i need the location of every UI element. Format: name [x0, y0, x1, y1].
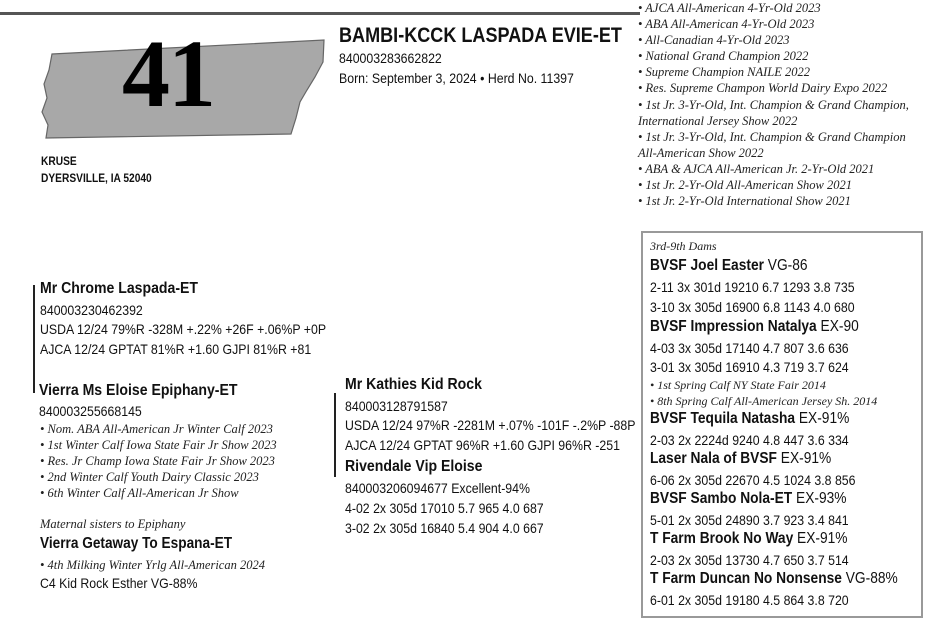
dam-awards	[40, 421, 277, 501]
maternal-sister-1-name: Vierra Getaway To Espana-ET	[40, 535, 233, 552]
dam-4-record-1: 4-03 3x 305d 17140 4.7 807 3.6 636	[650, 340, 849, 356]
consignor-city: DYERSVILLE, IA 52040	[41, 171, 152, 185]
mgs-usda: USDA 12/24 97%R -2281M +.07% -101F -.2%P -88P	[345, 417, 636, 433]
award-item: • 1st Jr. 3-Yr-Old, Int. Champion & Grand Champion	[638, 129, 906, 144]
registration-number: 840003283662822	[339, 50, 442, 66]
consignor-name: KRUSE	[41, 154, 77, 168]
maternal-sister-1-award: • 4th Milking Winter Yrlg All-American 2024	[40, 558, 265, 572]
dam-3-record-1: 2-11 3x 301d 19210 6.7 1293 3.8 735	[650, 279, 855, 295]
dam-9-record-1: 6-01 2x 305d 19180 4.5 864 3.8 720	[650, 592, 849, 608]
sire-usda: USDA 12/24 79%R -328M +.22% +26F +.06%P +0P	[40, 321, 327, 337]
award-item: • 1st Jr. 2-Yr-Old All-American Show 2021	[638, 178, 852, 193]
sire-ajca: AJCA 12/24 GPTAT 81%R +1.60 GJPI 81%R +81	[40, 341, 312, 357]
award-item: • National Grand Champion 2022	[638, 49, 809, 64]
dam-3-record-2: 3-10 3x 305d 16900 6.8 1143 4.0 680	[650, 299, 855, 315]
granddam-record-1: 4-02 2x 305d 17010 5.7 965 4.0 687	[345, 500, 544, 516]
dam-9-line: T Farm Duncan No Nonsense VG-88%	[650, 570, 898, 587]
award-item: International Jersey Show 2022	[638, 113, 798, 128]
dam-4-award-1: • 1st Spring Calf NY State Fair 2014	[650, 378, 826, 392]
mgs-reg: 840003128791587	[345, 398, 448, 414]
award-item: • 1st Jr. 2-Yr-Old International Show 2021	[638, 194, 851, 209]
mgs-ajca: AJCA 12/24 GPTAT 96%R +1.60 GJPI 96%R -251	[345, 437, 620, 453]
dam-award-item: • 1st Winter Calf Iowa State Fair Jr Show 2023	[40, 438, 277, 452]
dam-award-item: • 6th Winter Calf All-American Jr Show	[40, 486, 239, 500]
sire-reg: 840003230462392	[40, 302, 143, 318]
dam-5-line: BVSF Tequila Natasha EX-91%	[650, 410, 850, 427]
granddam-record-2: 3-02 2x 305d 16840 5.4 904 4.0 667	[345, 520, 544, 536]
header-rule	[0, 12, 640, 15]
granddam-reg: 840003206094677 Excellent-94%	[345, 480, 530, 496]
awards-list	[638, 0, 909, 209]
award-item: • Supreme Champion NAILE 2022	[638, 65, 810, 80]
dam-award-item: • Nom. ABA All-American Jr Winter Calf 2023	[40, 422, 273, 436]
mgs-name: Mr Kathies Kid Rock	[345, 376, 482, 393]
dam-6-record-1: 6-06 2x 305d 22670 4.5 1024 3.8 856	[650, 472, 856, 488]
animal-name: BAMBI-KCCK LASPADA EVIE-ET	[339, 24, 622, 47]
dam-6-line: Laser Nala of BVSF EX-91%	[650, 450, 832, 467]
award-item: • All-Canadian 4-Yr-Old 2023	[638, 33, 790, 48]
award-item: • Res. Supreme Champon World Dairy Expo 2022	[638, 81, 888, 96]
award-item: • ABA All-American 4-Yr-Old 2023	[638, 17, 815, 32]
dam-4-award-2: • 8th Spring Calf All-American Jersey Sh. 2014	[650, 394, 878, 408]
birth-date-herd: Born: September 3, 2024 • Herd No. 11397	[339, 70, 574, 86]
dam-award-item: • 2nd Winter Calf Youth Dairy Classic 2023	[40, 470, 259, 484]
dam-3-line: BVSF Joel Easter VG-86	[650, 257, 808, 274]
sire-name: Mr Chrome Laspada-ET	[40, 280, 199, 297]
dam-8-record-1: 2-03 2x 305d 13730 4.7 650 3.7 514	[650, 552, 849, 568]
award-item: • 1st Jr. 3-Yr-Old, Int. Champion & Grand Champion,	[638, 97, 909, 112]
award-item: • AJCA All-American 4-Yr-Old 2023	[638, 1, 821, 15]
dam-8-line: T Farm Brook No Way EX-91%	[650, 530, 848, 547]
dam-7-line: BVSF Sambo Nola-ET EX-93%	[650, 490, 847, 507]
pedigree-line-sire	[33, 285, 35, 393]
award-item: • ABA & AJCA All-American Jr. 2-Yr-Old 2021	[638, 161, 875, 176]
dam-award-item: • Res. Jr Champ Iowa State Fair Jr Show 2023	[40, 454, 275, 468]
dams-box-header: 3rd-9th Dams	[650, 239, 717, 253]
dam-4-record-2: 3-01 3x 305d 16910 4.3 719 3.7 624	[650, 359, 849, 375]
award-item: All-American Show 2022	[638, 145, 764, 160]
dam-5-record-1: 2-03 2x 2224d 9240 4.8 447 3.6 334	[650, 432, 849, 448]
maternal-sisters-header: Maternal sisters to Epiphany	[40, 517, 186, 531]
dam-name: Vierra Ms Eloise Epiphany-ET	[39, 382, 238, 399]
granddam-name: Rivendale Vip Eloise	[345, 458, 483, 475]
dam-4-line: BVSF Impression Natalya EX-90	[650, 318, 859, 335]
maternal-sister-2: C4 Kid Rock Esther VG-88%	[40, 575, 198, 591]
dam-reg: 840003255668145	[39, 403, 142, 419]
pedigree-line-dam	[334, 393, 336, 477]
lot-number: 41	[122, 20, 214, 127]
dam-7-record-1: 5-01 2x 305d 24890 3.7 923 3.4 841	[650, 512, 849, 528]
